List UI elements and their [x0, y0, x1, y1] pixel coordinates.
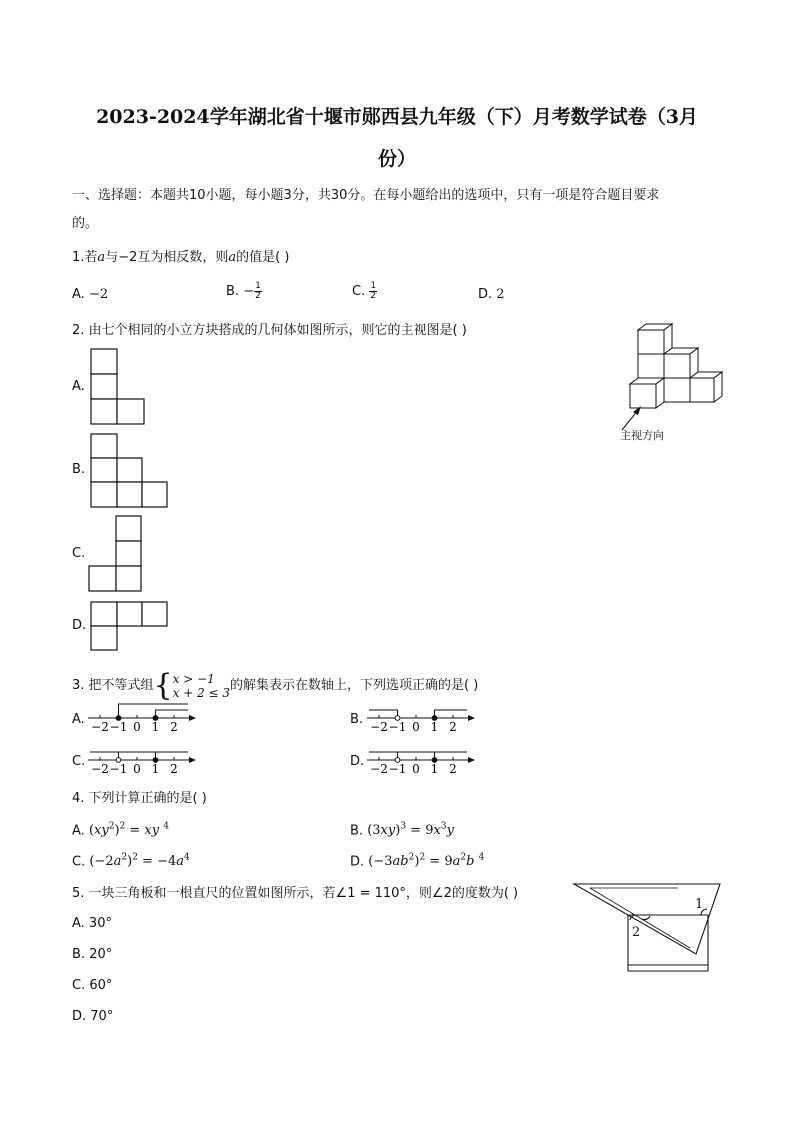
angle-2-label: 2	[632, 925, 641, 940]
solution-ray	[435, 710, 468, 718]
page-title: 2023-2024学年湖北省十堰市郧西县九年级（下）月考数学试卷（3月	[96, 106, 698, 128]
q2-option-b-figure[interactable]	[90, 433, 170, 511]
q2-option-c-label[interactable]: C.	[72, 546, 86, 561]
tick-label: −1	[109, 762, 128, 776]
axis-arrow	[468, 715, 475, 721]
view-direction-label: 主视方向	[620, 429, 664, 442]
tick-label: 1	[430, 762, 439, 776]
option-label: C.	[72, 854, 86, 870]
q1-option-d[interactable]	[478, 287, 505, 302]
tick-label: −1	[388, 720, 407, 734]
q1-option-a[interactable]	[72, 287, 108, 302]
tick-label: 0	[412, 762, 420, 776]
tick-label: 1	[151, 720, 160, 734]
q5-option-d[interactable]: D. 70°	[72, 1009, 114, 1024]
q2-option-a-figure[interactable]	[90, 348, 150, 428]
q5-triangle-ruler-figure	[570, 878, 730, 978]
q3-option-d-numberline[interactable]	[367, 742, 479, 782]
closed-point	[153, 758, 158, 763]
tick-label: 1	[430, 720, 439, 734]
question-3	[72, 668, 479, 703]
q4-option-b[interactable]	[350, 822, 454, 838]
axis-arrow	[468, 757, 475, 763]
q1-option-b[interactable]	[226, 282, 262, 301]
q3-option-a-numberline[interactable]	[88, 700, 200, 740]
question-5: 5. 一块三角板和一根直尺的位置如图所示，若∠1 = 110°，则∠2的度数为( )	[72, 886, 519, 901]
q4-option-c[interactable]	[72, 853, 190, 869]
tick-label: 0	[412, 720, 420, 734]
solution-ray	[156, 710, 189, 718]
tick-label: 2	[449, 762, 457, 776]
q3-option-c-numberline[interactable]	[88, 742, 200, 782]
question-1	[72, 249, 289, 267]
option-label: A.	[72, 823, 85, 839]
q3-option-b-numberline[interactable]	[367, 700, 479, 740]
q2-option-c-figure[interactable]	[88, 515, 148, 593]
tick-label: −2	[370, 720, 388, 734]
option-label: B.	[226, 284, 240, 299]
q1-text-3: 的值是( )	[236, 250, 290, 265]
q4-b-expr: $(3xy)^3 = 9x^3y$	[367, 822, 454, 839]
option-value: 2	[496, 287, 505, 302]
option-label: D.	[350, 854, 365, 870]
q1-text-2: 与−2互为相反数，则	[105, 250, 229, 265]
tick-label: −2	[91, 720, 109, 734]
option-value: −2	[88, 287, 109, 302]
solution-ray	[369, 710, 398, 718]
q5-option-a[interactable]: A. 30°	[72, 916, 112, 931]
q5-option-b[interactable]: B. 20°	[72, 947, 113, 962]
axis-arrow	[189, 757, 196, 763]
closed-point	[432, 758, 437, 763]
axis-arrow	[189, 715, 196, 721]
q5-option-c[interactable]: C. 60°	[72, 978, 113, 993]
q3-option-d-label[interactable]: D.	[350, 754, 365, 769]
section-heading: 一、选择题：本题共10小题，每小题3分，共30分。在每小题给出的选项中，只有一项是符合题目要求	[72, 188, 660, 203]
q4-option-a[interactable]	[72, 822, 169, 838]
q3-option-b-label[interactable]: B.	[350, 712, 364, 727]
q3-system	[173, 672, 230, 700]
tick-label: −2	[370, 762, 388, 776]
question-4: 4. 下列计算正确的是( )	[72, 791, 207, 806]
tick-label: 2	[170, 720, 178, 734]
section-heading-cont: 的。	[72, 216, 99, 231]
tick-label: 0	[133, 720, 141, 734]
option-sign: −	[243, 284, 255, 299]
q3-ineq-2: x + 2 ≤ 3	[172, 686, 231, 700]
option-label: B.	[350, 823, 364, 839]
q4-a-expr: $(xy^2)^2$ = xy $^4$	[88, 822, 169, 839]
q3-ineq-1: x > −1	[172, 672, 215, 686]
open-point	[395, 758, 400, 763]
closed-point	[116, 716, 121, 721]
tick-label: 2	[170, 762, 178, 776]
tick-label: 0	[133, 762, 141, 776]
option-label: D.	[478, 287, 493, 302]
q1-text-1: 若	[84, 250, 98, 265]
q4-d-expr: $(-3ab^2)^2 = 9a^2b$ $^4$	[368, 853, 485, 870]
q3-brace: {	[153, 668, 173, 703]
q2-option-d-label[interactable]: D.	[72, 618, 87, 633]
option-label: C.	[352, 284, 366, 299]
tick-label: −1	[109, 720, 128, 734]
q3-option-a-label[interactable]: A.	[72, 712, 85, 727]
closed-point	[432, 716, 437, 721]
q3-text-2: 的解集表示在数轴上，下列选项正确的是( )	[230, 678, 479, 693]
q2-option-d-figure[interactable]	[90, 601, 170, 653]
tick-label: −2	[91, 762, 109, 776]
closed-point	[153, 716, 158, 721]
q4-c-expr: $(-2a^2)^2 = -4a^4$	[89, 853, 190, 870]
angle-1-label: 1	[695, 897, 704, 912]
q1-number: 1.	[72, 250, 85, 265]
solution-ray	[119, 704, 189, 718]
q3-option-c-label[interactable]: C.	[72, 754, 86, 769]
q1-var-a: a	[97, 250, 106, 265]
option-label: A.	[72, 287, 85, 302]
q4-option-d[interactable]	[350, 853, 484, 869]
open-point	[395, 716, 400, 721]
q2-option-a-label[interactable]: A.	[72, 379, 85, 394]
q2-option-b-label[interactable]: B.	[72, 462, 86, 477]
tick-label: −1	[388, 762, 407, 776]
question-2: 2. 由七个相同的小立方块搭成的几何体如图所示，则它的主视图是( )	[72, 323, 467, 338]
option-fraction: $\frac{1}{2}$	[255, 281, 261, 301]
option-fraction: $\frac{1}{2}$	[370, 281, 377, 301]
q1-var-a-2: a	[228, 250, 237, 265]
tick-label: 1	[151, 762, 160, 776]
tick-label: 2	[449, 720, 457, 734]
page-title-line2: 份）	[377, 148, 416, 170]
q1-option-c[interactable]	[352, 282, 377, 301]
q3-text-1: 3. 把不等式组	[72, 678, 154, 693]
open-point	[116, 758, 121, 763]
